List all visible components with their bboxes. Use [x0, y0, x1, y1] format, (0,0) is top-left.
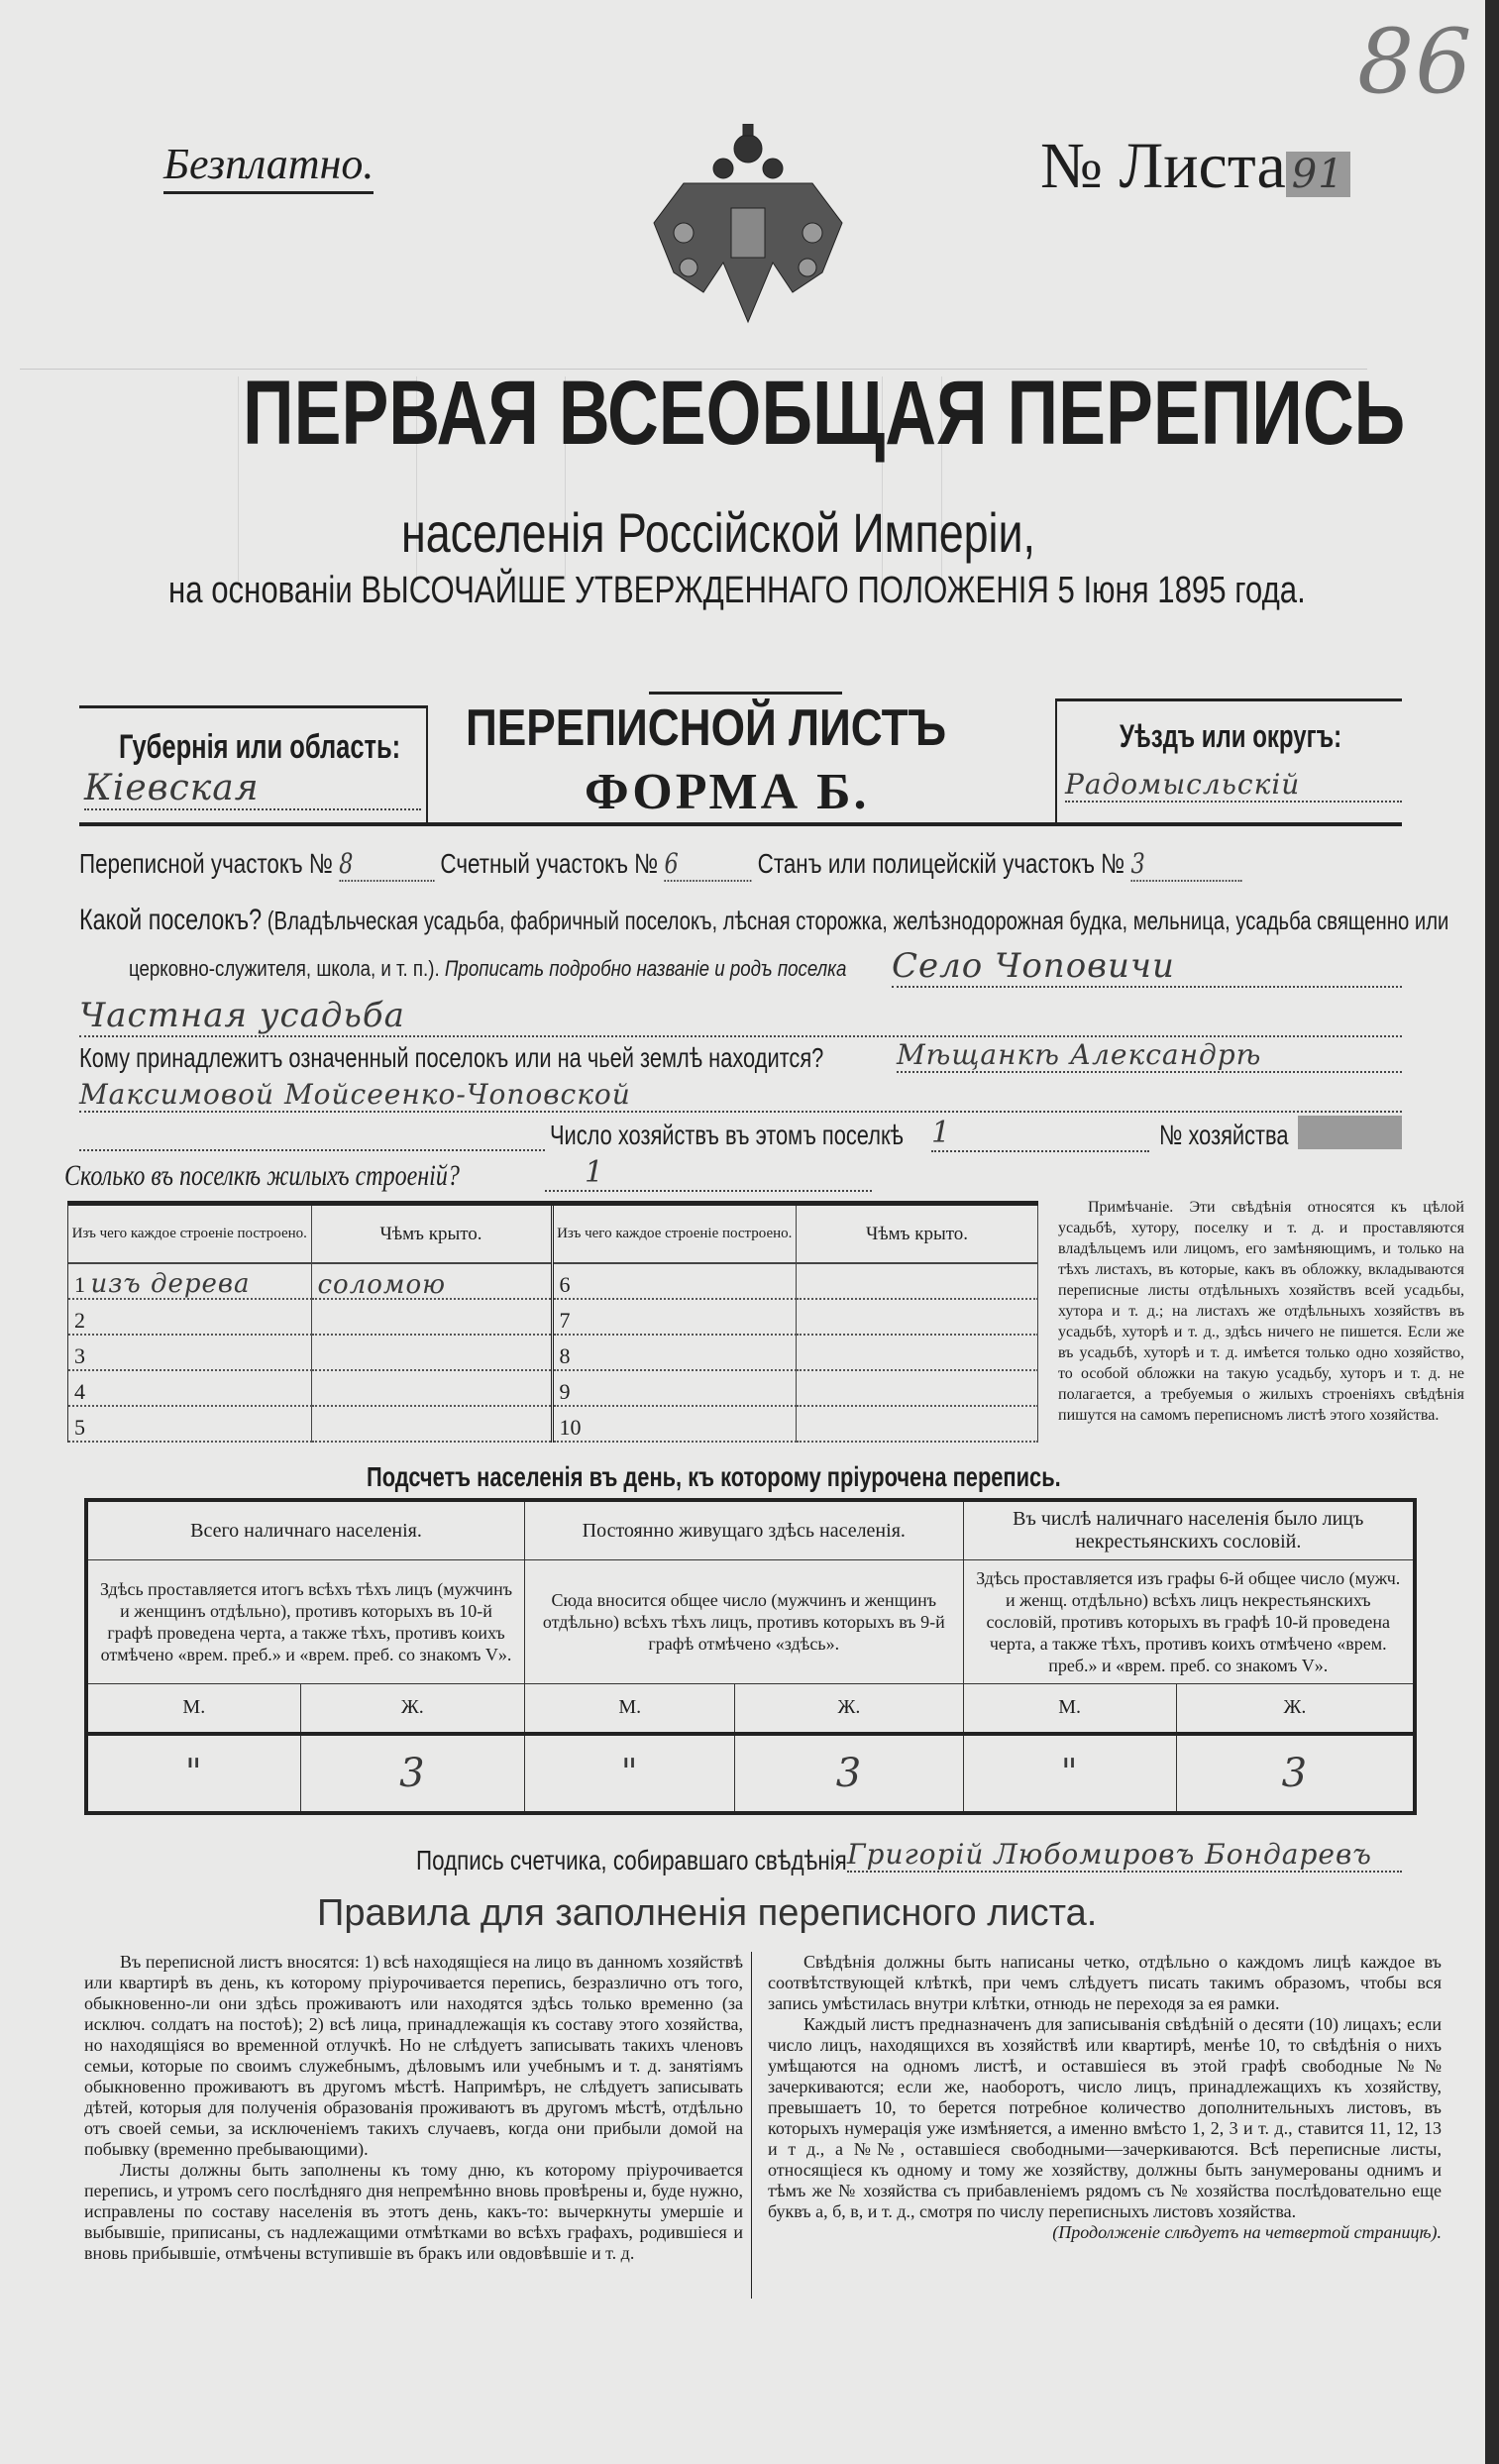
row-number[interactable]: 3: [68, 1335, 311, 1370]
nonpeasant-female[interactable]: 3: [1176, 1734, 1415, 1813]
count-area-value[interactable]: 6: [664, 847, 751, 882]
buildings-note: Примѣчаніе. Эти свѣдѣнія относятся къ цѣлой усадьбѣ, хутору, поселку и т. д. и проставляются владѣльцемъ или лицомъ, его замѣняющимъ, и только на тѣхъ листахъ, въ которые, какъ въ обложку, вкладываются переписные листы отдѣльныхъ хозяйствъ всей усадьбы, хутора и т. д.; на листахъ же отдѣльныхъ хозяйствъ въ усадьбѣ, хуторѣ и т. д., здѣсь ничего не пишется. Если же въ усадьбѣ, хуторѣ и т. д. имѣется только одно хозяйство, то особой обложки на такую усадьбу, хуторъ и т. д. не полагается, а требуемыя о жилыхъ строеніяхъ свѣдѣнія пишутся на самомъ переписномъ листѣ этого хозяйства.: [1058, 1199, 1464, 1424]
material-cell[interactable]: изъ дерева: [90, 1269, 251, 1299]
male-header: М.: [963, 1684, 1176, 1734]
area-numbers-row: [79, 847, 1347, 882]
page-subtitle: населенія Россійской Имперіи,: [401, 501, 1035, 564]
permanent-male[interactable]: ": [525, 1734, 735, 1813]
male-header: М.: [525, 1684, 735, 1734]
col-total-desc: Здѣсь проставляется итогъ всѣхъ тѣхъ лицъ (мужчинъ и женщинъ отдѣльно), противъ которыхъ въ 10-й графѣ проведена черта, а также тѣхъ, противъ коихъ отмѣчено «врем. преб.» и «врем. преб. со знакомъ V».: [86, 1560, 525, 1684]
buildings-table: [67, 1201, 1038, 1443]
table-row: [68, 1406, 552, 1442]
free-label: Безплатно.: [163, 139, 374, 194]
nonpeasant-male[interactable]: ": [963, 1734, 1176, 1813]
column-divider: [751, 1952, 752, 2299]
rules-continued: (Продолженіе слѣдуетъ на четвертой страницѣ).: [1052, 2222, 1442, 2242]
divider: [79, 705, 426, 708]
settlement-hint-2: [129, 956, 846, 982]
province-value[interactable]: Кіевская: [84, 768, 421, 810]
roof-cell[interactable]: [797, 1299, 1038, 1335]
col-material: Изъ чего каждое строеніе построено.: [68, 1206, 311, 1263]
settlement-hint: (Владѣльческая усадьба, фабричный поселокъ, лѣсная сторожка, желѣзнодорожная будка, мельница, усадьба священно или: [267, 906, 1449, 935]
rules-paragraph: Въ переписной листъ вносятся: 1) всѣ находящіеся на лицо въ данномъ хозяйствѣ или квартирѣ въ день, къ которому пріурочивается перепись, безразлично отъ того, обыкновенно-ли они здѣсь проживаютъ или находятся здѣсь только временно (за исключ. солдатъ на постоѣ); 2) всѣ лица, принадлежащія къ составу этого хозяйства, но находящіяся во временной отлучкѣ. Но не слѣдуетъ записывать такихъ членовъ семьи, которые по своимъ служебнымъ, дѣловымъ или учебнымъ и т. д. занятіямъ обыкновенно проживаютъ въ другомъ мѣстѣ. Напримѣръ, не слѣдуетъ записывать дѣтей, которыя для полученія образованія проживаютъ въ другомъ мѣстѣ, отдѣльно отъ своей семьи, за исключеніемъ такихъ случаевъ, когда они прибыли домой на побывку (временно пребывающими).: [84, 1952, 743, 2159]
col-roof: Чѣмъ крыто.: [311, 1206, 552, 1263]
police-area-value[interactable]: 3: [1130, 847, 1241, 882]
sheet-number-label: № Листа: [1040, 130, 1286, 202]
divider: [1055, 698, 1057, 822]
households-label: Число хозяйствъ въ этомъ поселкѣ: [550, 1120, 904, 1150]
owner-value-2[interactable]: Максимовой Мойсеенко-Чоповской: [79, 1078, 1402, 1113]
col-nonpeasant-title: Въ числѣ наличнаго населенія было лицъ некрестьянскихъ сословій.: [963, 1500, 1415, 1560]
row-number[interactable]: 8: [554, 1335, 797, 1370]
roof-cell[interactable]: [797, 1406, 1038, 1442]
roof-cell[interactable]: [311, 1299, 552, 1335]
row-number[interactable]: 9: [554, 1370, 797, 1406]
buildings-value[interactable]: 1: [545, 1155, 872, 1192]
households-value[interactable]: 1: [931, 1116, 1149, 1152]
signature-value[interactable]: Григорій Любомировъ Бондаревъ: [847, 1838, 1402, 1873]
census-area-value[interactable]: 8: [339, 847, 434, 882]
table-row: [554, 1335, 1038, 1370]
roof-cell[interactable]: [311, 1370, 552, 1406]
rules-paragraph: Каждый листъ предназначенъ для записыванія свѣдѣній о десяти (10) лицахъ; если число лицъ, находящихся въ хозяйствѣ или квартирѣ, менѣе 10, то свѣдѣнія о нихъ умѣщаются на одномъ листѣ, и оставшіеся въ этой графѣ свободные №№ зачеркиваются; если же, наоборотъ, число лицъ, принадлежащихъ къ хозяйству, превышаетъ 10, то берется потребное количество дополнительныхъ листовъ, въ которыхъ нумерація уже измѣняется, а именно вмѣсто 1, 2, 3 и т. д., ставится 11, 12, 13 и т д., а №№, оставшіеся свободными—зачеркиваются. Всѣ переписные листы, относящіеся къ одному и тому же хозяйству, должны быть занумерованы однимъ и тѣмъ же № хозяйства съ прибавленіемъ рядомъ съ № хозяйства послѣдовательно еще буквъ а, б, в, и т. д., смотря по числу переписныхъ листовъ хозяйства.: [768, 2014, 1442, 2221]
row-number[interactable]: 7: [554, 1299, 797, 1335]
col-material: Изъ чего каждое строеніе построено.: [554, 1206, 797, 1263]
table-row: [554, 1370, 1038, 1406]
legal-basis: на основаніи ВЫСОЧАЙШЕ УТВЕРЖДЕННАГО ПОЛОЖЕНІЯ 5 Іюня 1895 года.: [168, 570, 1306, 611]
buildings-table-right: [554, 1206, 1039, 1443]
table-row: [554, 1406, 1038, 1442]
female-header: Ж.: [1176, 1684, 1415, 1734]
settlement-label: Какой поселокъ?: [79, 904, 263, 936]
imperial-eagle-emblem: [644, 124, 852, 332]
police-area-label: Станъ или полицейскій участокъ №: [757, 848, 1125, 879]
row-number[interactable]: 2: [68, 1299, 311, 1335]
rules-heading: Правила для заполненія переписного листа.: [317, 1892, 1098, 1934]
sheet-number-value: 91: [1286, 152, 1350, 197]
divider: [79, 822, 1402, 826]
roof-cell[interactable]: [311, 1335, 552, 1370]
divider: [1055, 698, 1402, 701]
row-number[interactable]: 10: [554, 1406, 797, 1442]
male-header: М.: [86, 1684, 300, 1734]
col-roof: Чѣмъ крыто.: [797, 1206, 1038, 1263]
form-title: ПЕРЕПИСНОЙ ЛИСТЪ: [466, 699, 947, 757]
roof-cell[interactable]: [797, 1335, 1038, 1370]
sheet-number-field: [1040, 129, 1350, 204]
settlement-question: [79, 904, 1449, 937]
count-area-label: Счетный участокъ №: [440, 848, 659, 879]
roof-cell[interactable]: соломою: [311, 1263, 552, 1299]
table-row: [68, 1370, 552, 1406]
table-row: [68, 1263, 552, 1299]
archive-number: 86: [1357, 10, 1473, 114]
settlement-value[interactable]: Село Чоповичи: [892, 946, 1402, 988]
divider: [426, 705, 428, 824]
rules-left-column: [84, 1952, 743, 2264]
household-no-value[interactable]: [1298, 1116, 1402, 1149]
buildings-table-left: [68, 1206, 554, 1443]
district-value[interactable]: Радомысльскій: [1065, 768, 1402, 803]
female-header: Ж.: [735, 1684, 963, 1734]
permanent-female[interactable]: 3: [735, 1734, 963, 1813]
col-nonpeasant-desc: Здѣсь проставляется изъ графы 6-й общее число (мужч. и женщ. отдѣльно) всѣхъ лицъ некрестьянскихъ сословій, противъ которыхъ въ графѣ 10-й проведена черта, а также тѣхъ, противъ коихъ отмѣчено «врем. преб.» и «врем. преб. со знакомъ V».: [963, 1560, 1415, 1684]
rules-paragraph: Листы должны быть заполнены къ тому дню, къ которому пріурочивается перепись, и утромъ сего послѣдняго дня непремѣнно вновь провѣрены и, буде нужно, исправлены по составу населенія въ этотъ день, какъ-то: вычеркнуты умершіе и выбывшіе, приписаны, съ надлежащими отмѣтками во всѣхъ графахъ, родившіеся и вновь прибывшіе, отмѣчены вступившіе въ бракъ или овдовѣвшіе и т. д.: [84, 2160, 743, 2263]
rules-right-column: [768, 1952, 1442, 2243]
col-total-title: Всего наличнаго населенія.: [86, 1500, 525, 1560]
province-label: Губернія или область:: [119, 728, 401, 766]
signature-label: Подпись счетчика, собиравшаго свѣдѣнія: [416, 1845, 847, 1875]
page-title: ПЕРВАЯ ВСЕОБЩАЯ ПЕРЕПИСЬ: [243, 363, 1406, 464]
scan-edge: [1485, 0, 1499, 2464]
row-number: 1: [74, 1272, 85, 1297]
blank-line: [79, 1120, 545, 1151]
table-row: [68, 1335, 552, 1370]
row-number[interactable]: 5: [68, 1406, 311, 1442]
owner-label: Кому принадлежитъ означенный поселокъ или на чьей землѣ находится?: [79, 1042, 824, 1073]
owner-value[interactable]: Мѣщанкѣ Александрѣ: [897, 1038, 1402, 1073]
rules-paragraph: Свѣдѣнія должны быть написаны четко, отдѣльно о каждомъ лицѣ каждое въ соотвѣтствующей клѣткѣ, при чемъ слѣдуетъ писать такимъ образомъ, чтобы вся запись умѣстилась внутри клѣтки, отнюдь не переходя за ея рамки.: [768, 1952, 1442, 2013]
district-label: Уѣздъ или округъ:: [1120, 718, 1342, 754]
roof-cell[interactable]: [797, 1370, 1038, 1406]
settlement-value-2[interactable]: Частная усадьба: [79, 996, 1402, 1037]
table-row: [554, 1299, 1038, 1335]
settlement-hint-cont: церковно-служителя, школа, и т. п.).: [129, 956, 440, 981]
table-row: [554, 1263, 1038, 1299]
household-no-label: № хозяйства: [1159, 1120, 1289, 1150]
population-heading: Подсчетъ населенія въ день, къ которому пріурочена перепись.: [367, 1461, 1061, 1492]
census-area-label: Переписной участокъ №: [79, 848, 333, 879]
col-permanent-desc: Сюда вносится общее число (мужчинъ и женщинъ отдѣльно) всѣхъ тѣхъ лицъ, противъ которыхъ въ 9-й графѣ отмѣчено «здѣсь».: [525, 1560, 964, 1684]
divider: [649, 692, 842, 695]
bleed-line: [238, 376, 239, 582]
total-male[interactable]: ": [86, 1734, 300, 1813]
population-table: [84, 1498, 1417, 1815]
row-number[interactable]: 4: [68, 1370, 311, 1406]
row-number[interactable]: 6: [554, 1263, 797, 1299]
roof-cell[interactable]: [797, 1263, 1038, 1299]
total-female[interactable]: 3: [300, 1734, 524, 1813]
buildings-question: [64, 1159, 559, 1193]
form-name: ФОРМА Б.: [585, 764, 870, 820]
roof-cell[interactable]: [311, 1406, 552, 1442]
settlement-instruction: Прописать подробно названіе и родъ поселка: [444, 956, 847, 981]
table-row: [68, 1299, 552, 1335]
col-permanent-title: Постоянно живущаго здѣсь населенія.: [525, 1500, 964, 1560]
buildings-label: Сколько въ поселкѣ жилыхъ строеній?: [64, 1159, 460, 1192]
female-header: Ж.: [300, 1684, 524, 1734]
